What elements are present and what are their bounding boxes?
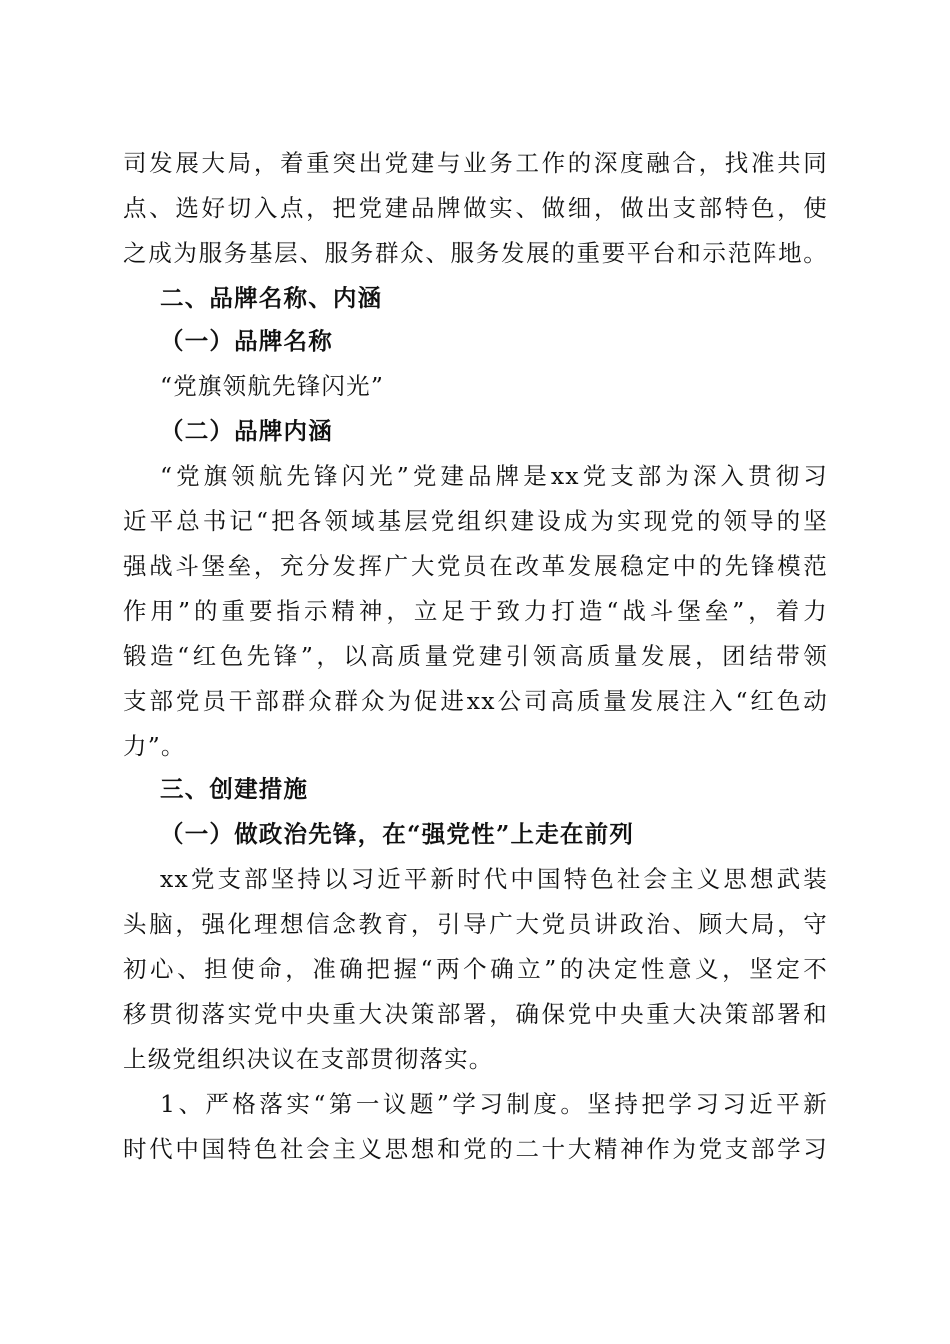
body-text-line: 力”。 xyxy=(123,732,186,760)
subsection-heading: （一）做政治先锋，在“强党性”上走在前列 xyxy=(160,820,635,848)
body-text-line: 1、严格落实“第一议题”学习制度。坚持把学习习近平新 xyxy=(160,1090,828,1118)
body-text-line: 头脑，强化理想信念教育，引导广大党员讲政治、顾大局，守 xyxy=(123,910,828,938)
body-text-line: 时代中国特色社会主义思想和党的二十大精神作为党支部学习 xyxy=(123,1135,828,1163)
body-text-line: 点、选好切入点，把党建品牌做实、做细，做出支部特色，使 xyxy=(123,194,828,222)
subsection-heading: （一）品牌名称 xyxy=(160,327,333,355)
section-heading: 三、创建措施 xyxy=(160,775,309,803)
body-text-line: 上级党组织决议在支部贯彻落实。 xyxy=(123,1045,494,1073)
body-text-line: 近平总书记“把各领域基层党组织建设成为实现党的领导的坚 xyxy=(123,507,828,535)
body-text-line: 作用”的重要指示精神，立足于致力打造“战斗堡垒”，着力 xyxy=(123,597,828,625)
body-text-line: 司发展大局，着重突出党建与业务工作的深度融合，找准共同 xyxy=(123,149,828,177)
subsection-heading: （二）品牌内涵 xyxy=(160,417,333,445)
section-heading: 二、品牌名称、内涵 xyxy=(160,284,383,312)
body-text-line: 移贯彻落实党中央重大决策部署，确保党中央重大决策部署和 xyxy=(123,1000,828,1028)
body-text-line: “党旗领航先锋闪光”党建品牌是xx党支部为深入贯彻习 xyxy=(160,462,828,490)
body-text-line: 强战斗堡垒，充分发挥广大党员在改革发展稳定中的先锋模范 xyxy=(123,552,828,580)
body-text-line: 支部党员干部群众群众为促进xx公司高质量发展注入“红色动 xyxy=(123,687,828,715)
body-text-line: 锻造“红色先锋”，以高质量党建引领高质量发展，团结带领 xyxy=(123,642,828,670)
brand-name-text: “党旗领航先锋闪光” xyxy=(160,372,385,400)
body-text-line: 初心、担使命，准确把握“两个确立”的决定性意义，坚定不 xyxy=(123,955,828,983)
body-text-line: 之成为服务基层、服务群众、服务发展的重要平台和示范阵地。 xyxy=(123,239,828,267)
body-text-line: xx党支部坚持以习近平新时代中国特色社会主义思想武装 xyxy=(160,865,828,893)
